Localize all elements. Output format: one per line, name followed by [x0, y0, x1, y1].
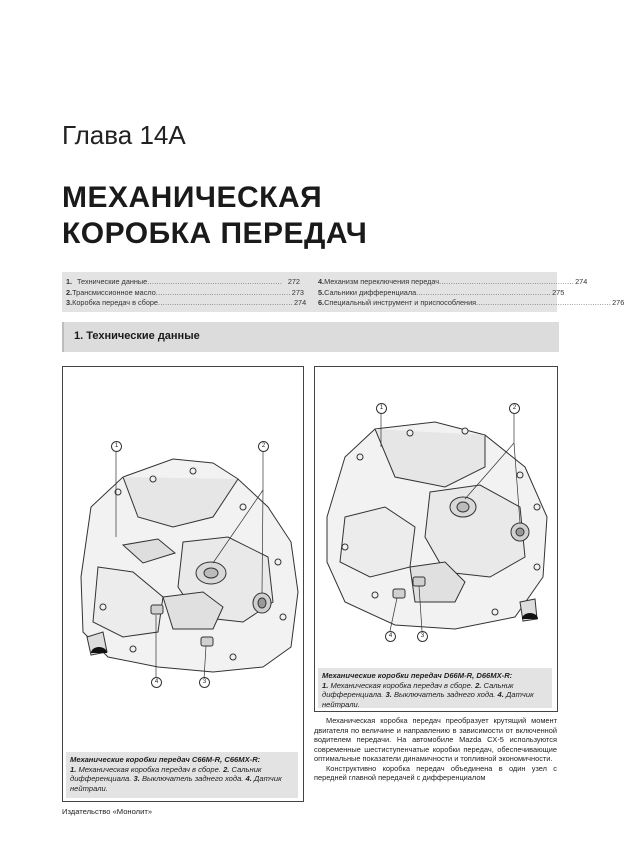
- caption-item-text: Выключатель заднего хода.: [141, 774, 244, 783]
- caption-title: Механические коробки передач C66M-R, C66MX-R:: [70, 755, 261, 764]
- toc-item-page: 273: [291, 287, 304, 297]
- chapter-label: Глава 14А: [62, 120, 186, 150]
- caption-item-text: Механическая коробка передач в сборе.: [78, 764, 221, 774]
- callout-3: 3: [417, 631, 428, 642]
- toc-item[interactable]: [66, 287, 304, 299]
- toc-item-page: 275: [552, 287, 565, 297]
- toc-item-page: 274: [293, 298, 307, 307]
- gearbox-illustration: [63, 367, 303, 747]
- callout-3: 3: [199, 677, 210, 688]
- body-text: [314, 716, 557, 783]
- caption-item-number: 4.: [497, 690, 504, 699]
- caption-item-number: 2.: [223, 764, 230, 774]
- figure-caption: [318, 668, 552, 708]
- figure-gearbox-c66m: [62, 366, 304, 802]
- toc-item-title: Механизм переключения передач: [324, 277, 440, 286]
- caption-title: Механические коробки передач D66M-R, D66MX-R:: [322, 671, 513, 680]
- toc-item-number: 3.: [66, 298, 73, 307]
- toc-leader-dots: ..........................................................: [439, 277, 575, 286]
- toc-item-page: 274: [575, 277, 588, 286]
- page-title: [62, 180, 367, 252]
- toc-leader-dots: ..........................................................: [155, 287, 291, 297]
- toc-item-number: 5.: [318, 287, 325, 297]
- toc-column-right: [318, 277, 624, 309]
- toc-item-number: 2.: [66, 287, 73, 297]
- caption-item-number: 4.: [245, 774, 252, 783]
- caption-item-number: 3.: [133, 774, 140, 783]
- caption-item-text: Датчик нейтрали.: [70, 774, 282, 793]
- toc-item-number: 4.: [318, 277, 325, 286]
- footer-publisher: Издательство «Монолит»: [62, 807, 153, 816]
- toc-item-title: Коробка передач в сборе: [72, 298, 158, 307]
- callout-2: 2: [509, 403, 520, 414]
- toc-leader-dots: ..........................................................: [476, 298, 612, 307]
- toc-item[interactable]: [66, 298, 307, 309]
- callout-4: 4: [385, 631, 396, 642]
- callout-4: 4: [151, 677, 162, 688]
- toc-item[interactable]: [318, 298, 624, 309]
- callout-1: 1: [376, 403, 387, 414]
- paragraph: Механическая коробка передач преобразует крутящий момент двигателя по величине и направлению в зависимости от включенной водителем передачи. На автомобиле Mazda CX-5 используются современные шестиступенчатые коробки передач, обеспечивающие оптимальные показатели динамичности и топливной экономичности.: [314, 716, 557, 763]
- paragraph: Конструктивно коробка передач объединена в один узел с передней главной передачей с дифференциалом: [314, 763, 557, 782]
- gearbox-illustration: [315, 367, 557, 667]
- toc-column-left: [66, 277, 307, 309]
- toc-item-page: 272: [287, 277, 300, 286]
- toc-leader-dots: ..........................................................: [158, 298, 293, 307]
- caption-item-text: Сальник дифференциала.: [322, 680, 514, 699]
- toc-item[interactable]: [66, 277, 300, 288]
- toc-item-title: Технические данные: [77, 277, 148, 286]
- toc-item[interactable]: [318, 287, 565, 299]
- toc-item-title: Специальный инструмент и приспособления: [324, 298, 477, 307]
- toc-item-title: Трансмиссионное масло: [72, 287, 156, 297]
- toc-item-number: 1.: [66, 277, 73, 286]
- toc-item-number: 6.: [318, 298, 325, 307]
- caption-item-number: 2.: [475, 680, 482, 690]
- title-line-1: МЕХАНИЧЕСКАЯ: [62, 181, 323, 214]
- toc-leader-dots: ..........................................................: [416, 287, 552, 297]
- table-of-contents: [62, 272, 624, 312]
- toc-item-page: 276: [612, 298, 624, 307]
- caption-item-number: 1.: [70, 764, 77, 774]
- caption-item-number: 3.: [385, 690, 392, 699]
- section-header: [62, 322, 559, 352]
- title-line-2: КОРОБКА ПЕРЕДАЧ: [62, 217, 368, 250]
- section-title: 1. Технические данные: [74, 330, 200, 342]
- caption-item-text: Сальник дифференциала.: [70, 764, 262, 783]
- callout-2: 2: [258, 441, 269, 452]
- caption-item-text: Выключатель заднего хода.: [393, 690, 496, 699]
- toc-leader-dots: ..........................................................: [147, 277, 283, 286]
- callout-1: 1: [111, 441, 122, 452]
- toc-item-title: Сальники дифференциала: [324, 287, 417, 297]
- toc-item[interactable]: [318, 277, 588, 288]
- caption-item-number: 1.: [322, 680, 329, 690]
- figure-gearbox-d66m: [314, 366, 558, 712]
- figure-caption: [66, 752, 298, 798]
- caption-item-text: Механическая коробка передач в сборе.: [330, 680, 473, 690]
- caption-item-text: Датчик нейтрали.: [322, 690, 534, 709]
